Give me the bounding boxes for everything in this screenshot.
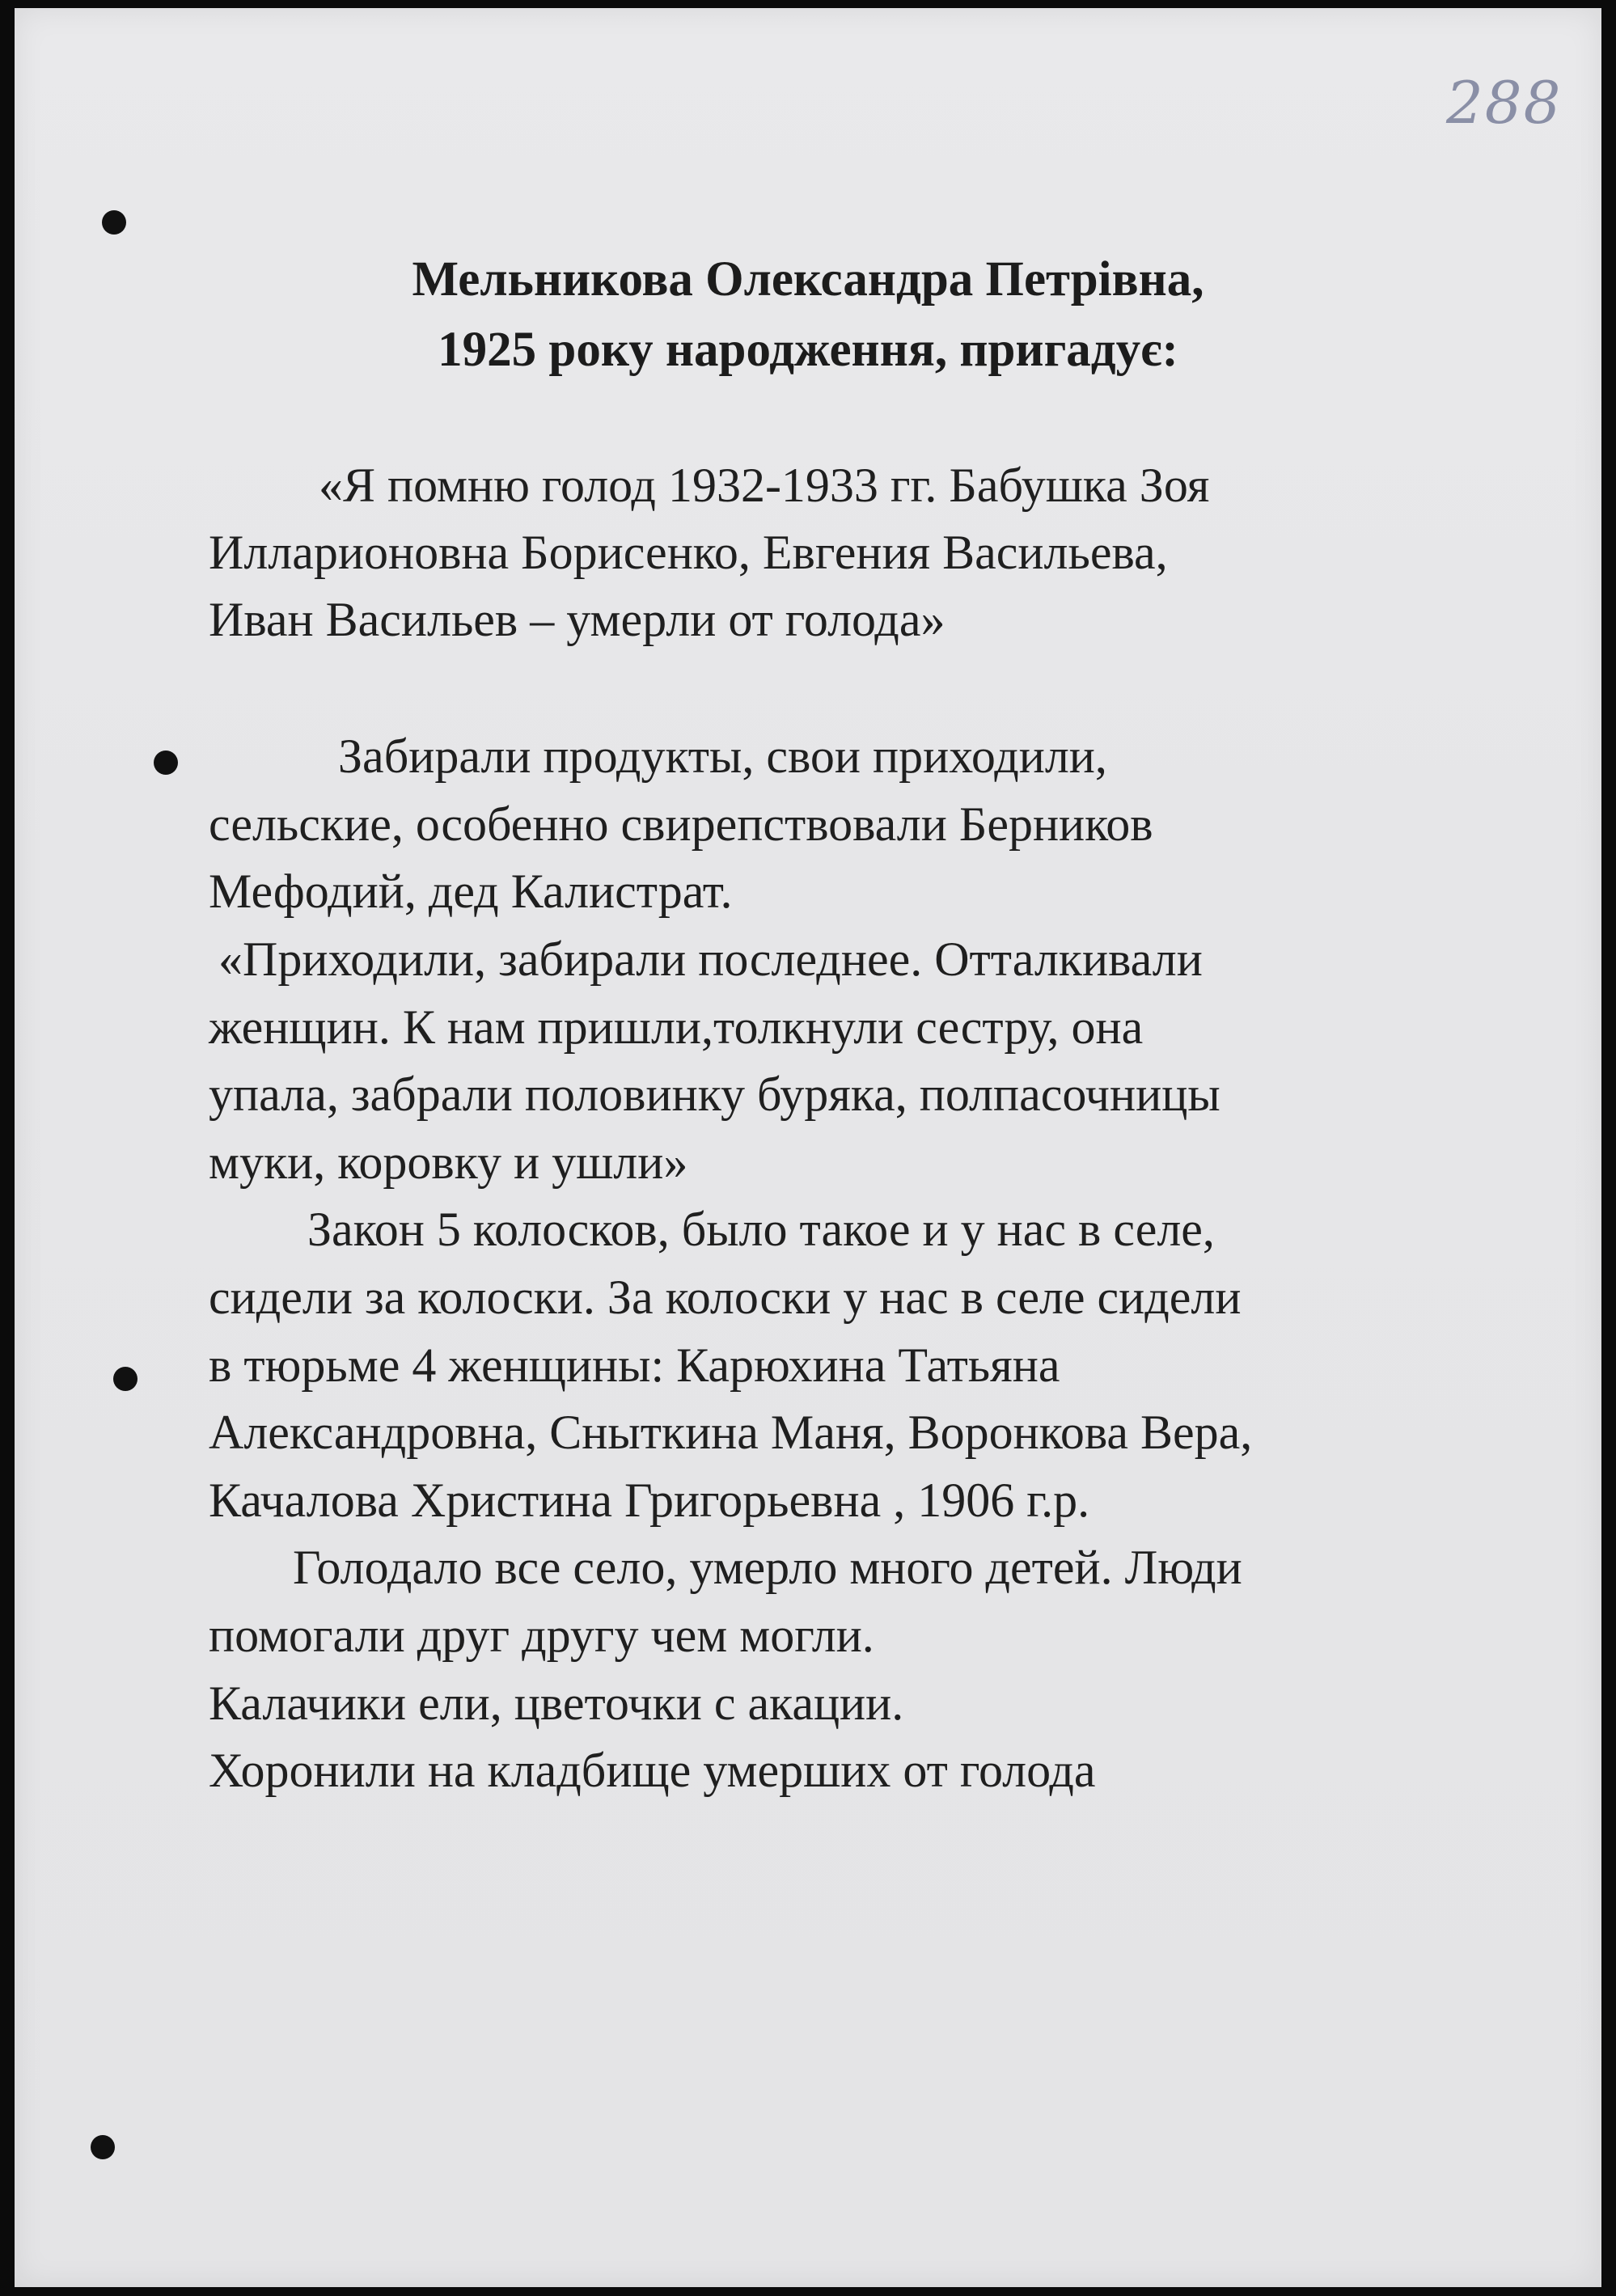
punch-hole-1 bbox=[102, 210, 126, 235]
body-line: Калачики ели, цветочки с акации. bbox=[209, 1677, 904, 1730]
body-line: помогали друг другу чем могли. bbox=[209, 1609, 874, 1662]
punch-hole-4 bbox=[91, 2135, 115, 2159]
body-line: Закон 5 колосков, было такое и у нас в селе, bbox=[307, 1203, 1215, 1256]
handwritten-page-number: 288 bbox=[1446, 69, 1563, 137]
body-line: Забирали продукты, свои приходили, bbox=[338, 729, 1107, 783]
body-line: Александровна, Сныткина Маня, Воронкова Вера, bbox=[209, 1406, 1253, 1459]
body-line: Голодало все село, умерло много детей. Люди bbox=[293, 1541, 1242, 1594]
punch-hole-2 bbox=[154, 751, 178, 775]
body-line: женщин. К нам пришли,толкнули сестру, она bbox=[209, 1000, 1144, 1054]
document-page bbox=[15, 8, 1601, 2287]
body-line: в тюрьме 4 женщины: Карюхина Татьяна bbox=[209, 1338, 1060, 1392]
body-line: «Я помню голод 1932-1933 гг. Бабушка Зоя bbox=[319, 459, 1210, 512]
body-line: Илларионовна Борисенко, Евгения Васильева, bbox=[209, 526, 1168, 579]
body-line: Иван Васильев – умерли от голода» bbox=[209, 593, 945, 646]
body-line: сидели за колоски. За колоски у нас в селе сидели bbox=[209, 1271, 1242, 1324]
body-line: Качалова Христина Григорьевна , 1906 г.р. bbox=[209, 1474, 1090, 1527]
heading-line-1: Мельникова Олександра Петрівна, bbox=[412, 252, 1204, 307]
body-line: муки, коровку и ушли» bbox=[209, 1135, 688, 1189]
body-line: сельские, особенно свирепствовали Берников bbox=[209, 797, 1153, 851]
body-line: Хоронили на кладбище умерших от голода bbox=[209, 1744, 1096, 1797]
body-line: упала, забрали половинку буряка, полпасочницы bbox=[209, 1068, 1220, 1121]
body-line: «Приходили, забирали последнее. Отталкивали bbox=[218, 932, 1203, 986]
heading-line-2: 1925 року народження, пригадує: bbox=[438, 323, 1178, 377]
body-line: Мефодий, дед Калистрат. bbox=[209, 865, 733, 918]
punch-hole-3 bbox=[113, 1367, 137, 1391]
